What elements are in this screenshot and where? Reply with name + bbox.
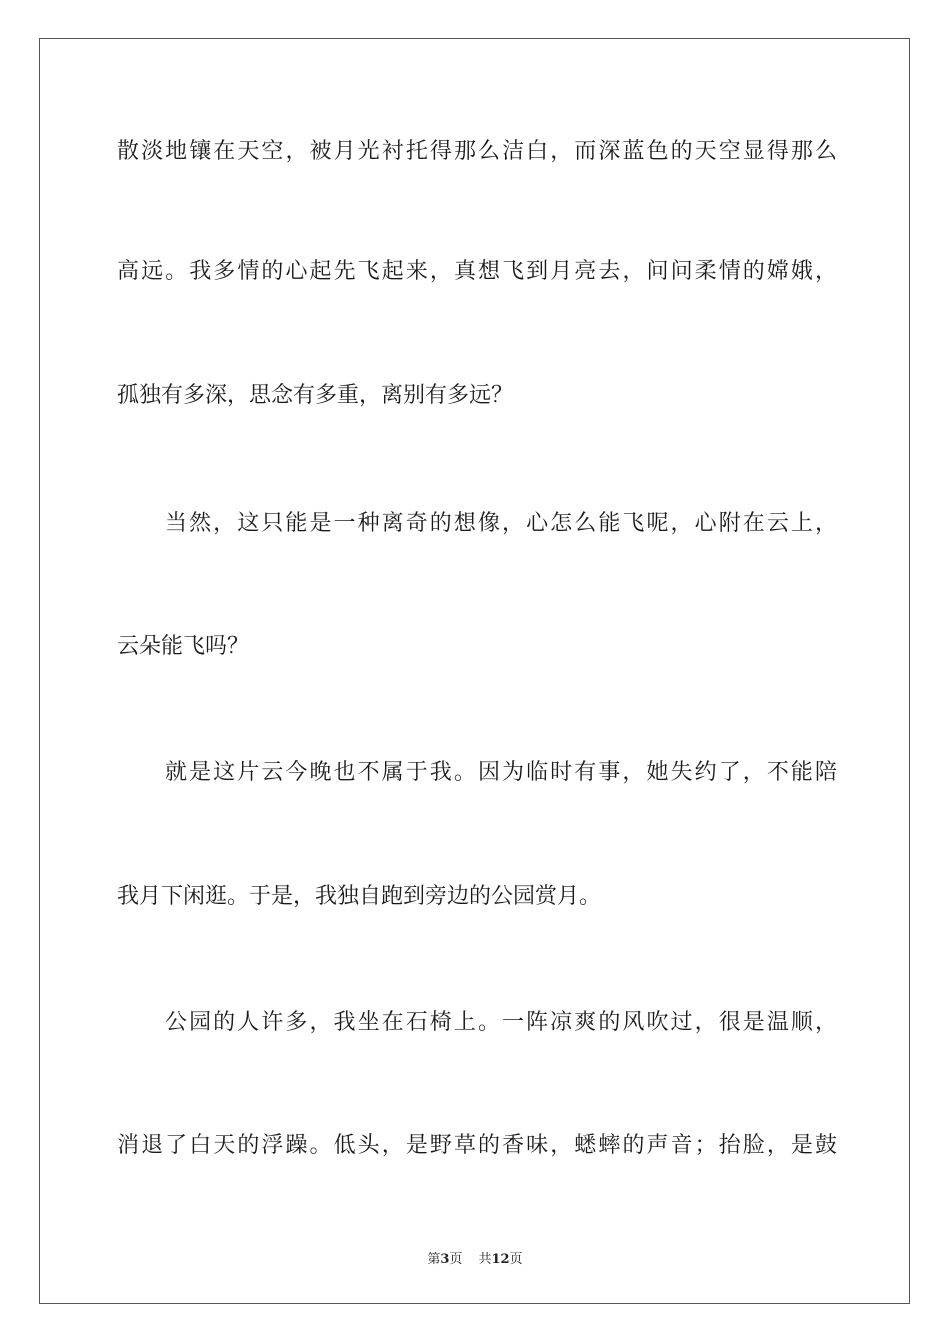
paragraph-first-line: 公园的人许多，我坐在石椅上。一阵凉爽的风吹过，很是温顺， [165,1010,837,1035]
body-text-line: 高远。我多情的心起先飞起来，真想飞到月亮去，问问柔情的嫦娥， [117,259,837,284]
total-pages: 12 [491,1252,510,1267]
body-text-line: 消退了白天的浮躁。低头，是野草的香味，蟋蟀的声音；抬脸，是鼓 [117,1133,837,1158]
page-prefix: 第 [427,1252,441,1267]
body-text-line: 云朵能飞吗？ [117,634,250,659]
page-suffix: 页 [449,1252,463,1267]
page-footer [0,1248,950,1267]
total-prefix: 共 [478,1252,492,1267]
page-number: 3 [440,1252,450,1267]
total-suffix: 页 [509,1252,523,1267]
paragraph-first-line: 就是这片云今晚也不属于我。因为临时有事，她失约了，不能陪 [165,760,837,785]
paragraph-first-line: 当然，这只能是一种离奇的想像，心怎么能飞呢，心附在云上， [165,511,837,536]
body-text-line: 孤独有多深，思念有多重，离别有多远？ [117,383,514,408]
body-text-line: 我月下闲逛。于是，我独自跑到旁边的公园赏月。 [117,884,602,909]
page-border [39,38,910,1304]
body-text-line: 散淡地镶在天空，被月光衬托得那么洁白，而深蓝色的天空显得那么 [117,139,837,164]
